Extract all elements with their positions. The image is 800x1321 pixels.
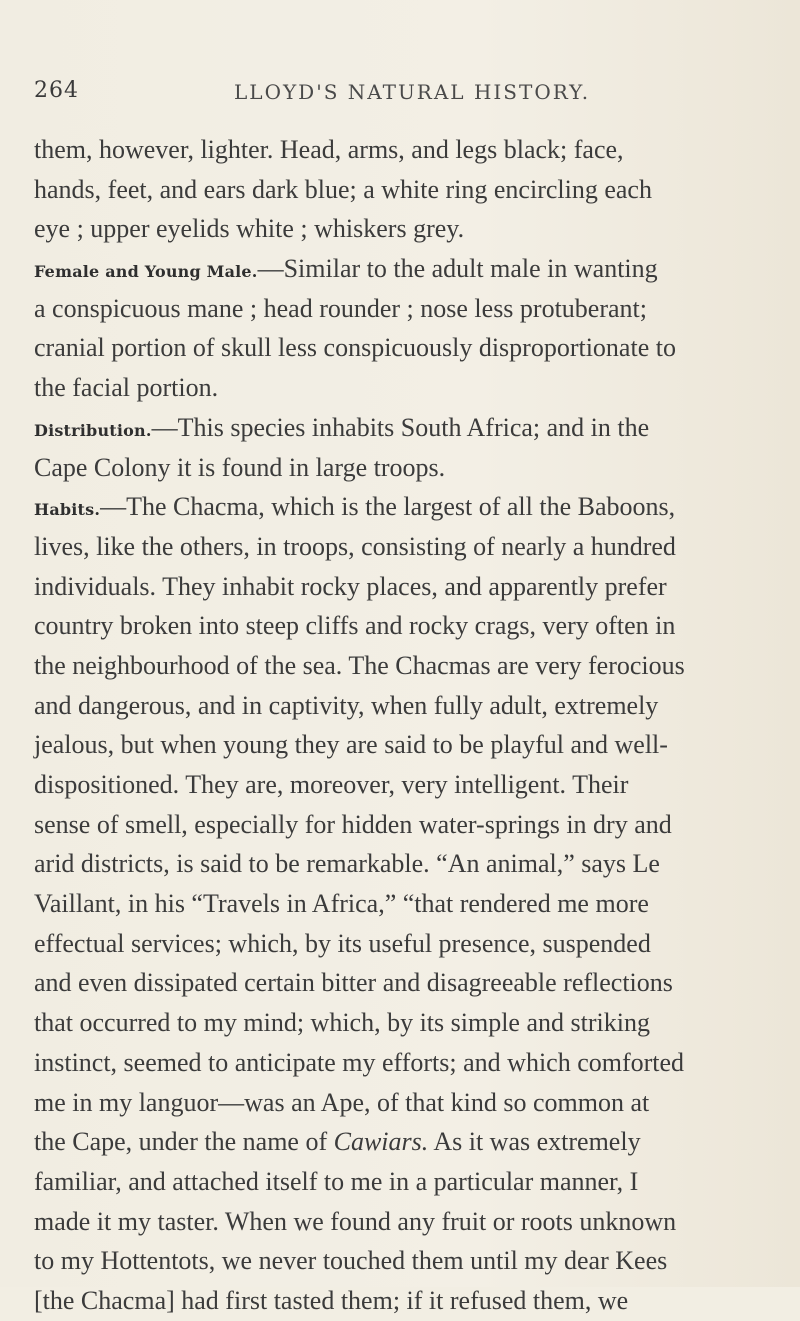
text-line: dispositioned. They are, moreover, very intelligent. Their: [34, 770, 629, 799]
text-line: that occurred to my mind; which, by its simple and striking: [34, 1008, 650, 1038]
text-line: lives, like the others, in troops, consisting of nearly a hundred: [34, 531, 676, 561]
text-line: individuals. They inhabit rocky places, and apparently prefer: [34, 571, 667, 601]
habits-text: —The Chacma, which is the largest of all the Baboons,: [100, 492, 676, 522]
text-line: a conspicuous mane ; head rounder ; nose less protuberant;: [34, 293, 647, 323]
text-line: familiar, and attached itself to me in a particular manner, I: [34, 1166, 639, 1196]
cawiars-italic: Cawiars.: [333, 1127, 429, 1157]
distribution-text: —This species inhabits South Africa; and in the: [151, 412, 650, 442]
body-text: [34, 130, 762, 1321]
running-head: LLOYD'S NATURAL HISTORY.: [234, 80, 591, 104]
text-line: and even dissipated certain bitter and disagreeable reflections: [34, 968, 673, 998]
text-line: jealous, but when young they are said to be playful and well-: [34, 730, 668, 760]
text-line: made it my taster. When we found any fruit or roots unknown: [34, 1206, 677, 1236]
cawiars-line: [34, 1122, 762, 1162]
page-number: 264: [34, 78, 79, 103]
text-line: eye ; upper eyelids white ; whiskers grey.: [34, 214, 465, 244]
cawiars-line-end: As it was extremely: [433, 1127, 641, 1157]
text-line: and dangerous, and in captivity, when fully adult, extremely: [34, 690, 659, 720]
text-line: cranial portion of skull less conspicuously disproportionate to: [34, 333, 676, 363]
cawiars-line-start: the Cape, under the name of: [34, 1127, 328, 1157]
text-line: arid districts, is said to be remarkable. “An animal,” says Le: [34, 849, 660, 879]
female-text: —Similar to the adult male in wanting: [257, 254, 658, 284]
section-heading-distribution: Distribution.: [34, 420, 152, 440]
section-heading-habits: Habits.: [34, 500, 101, 520]
text-line: sense of smell, especially for hidden water-springs in dry and: [34, 809, 672, 839]
page-header: [34, 72, 766, 112]
text-line: Cape Colony it is found in large troops.: [34, 452, 446, 482]
text-line: the facial portion.: [34, 373, 219, 403]
text-line: me in my languor—was an Ape, of that kind so common at: [34, 1087, 650, 1117]
section-heading-female: Female and Young Male.: [34, 262, 258, 282]
text-line: country broken into steep cliffs and rocky crags, very often in: [34, 611, 676, 641]
text-line: them, however, lighter. Head, arms, and legs black; face,: [34, 135, 624, 164]
text-line: Vaillant, in his “Travels in Africa,” “that rendered me more: [34, 889, 649, 919]
text-line: instinct, seemed to anticipate my efforts; and which comforted: [34, 1047, 685, 1077]
distribution-paragraph-start: [34, 408, 762, 448]
text-line: to my Hottentots, we never touched them until my dear Kees: [34, 1246, 668, 1276]
text-line: hands, feet, and ears dark blue; a white ring encircling each: [34, 174, 652, 204]
habits-paragraph-start: [34, 487, 762, 527]
text-line: effectual services; which, by its useful presence, suspended: [34, 928, 651, 958]
text-line: the neighbourhood of the sea. The Chacmas are very ferocious: [34, 650, 685, 680]
female-young-male-paragraph-start: [34, 249, 762, 289]
text-line: [the Chacma] had first tasted them; if it refused them, we: [34, 1285, 629, 1315]
